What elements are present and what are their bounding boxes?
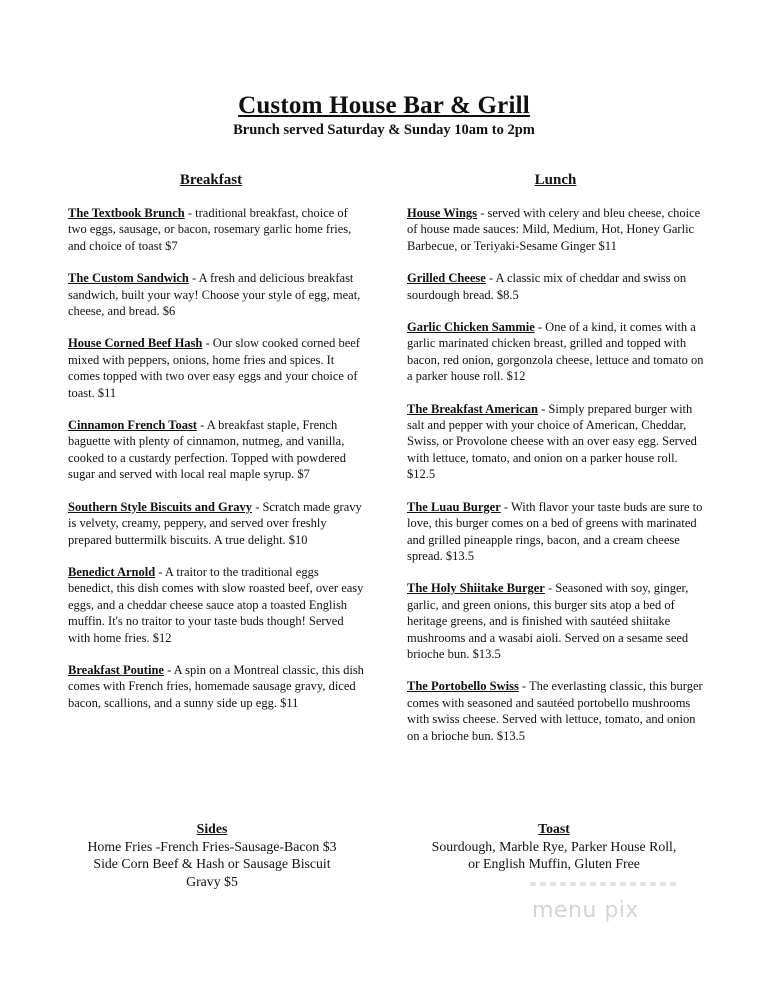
item-description: - The everlasting classic, this burger comes with seasoned and sautéed portobello mushrooms with swiss cheese. Served with lettuce, tomato, and onion on a brioche bun. $13.5 <box>407 679 703 743</box>
item-description: - A fresh and delicious breakfast sandwich, built your way! Choose your style of egg, meat, cheese, and bread. $6 <box>68 271 361 319</box>
sides-section <box>62 820 362 890</box>
sides-line: Home Fries -French Fries-Sausage-Bacon $3 <box>87 838 337 854</box>
item-description: - With flavor your taste buds are sure to love, this burger comes on a bed of greens with marinated and grilled pineapple rings, bacon, and a cream cheese spread. $13.5 <box>407 499 703 563</box>
brunch-hours: Brunch served Saturday & Sunday 10am to 2pm <box>233 122 535 138</box>
item-name: The Textbook Brunch <box>68 206 185 220</box>
item-description: - Seasoned with soy, ginger, garlic, and green onions, this burger sits atop a bed of heritage greens, and is finished with sautéed shiitake mushrooms and a wasabi aioli. Served on a sesame seed brioche bun. $13.5 <box>407 581 689 661</box>
item-name: The Holy Shiitake Burger <box>407 581 545 596</box>
toast-line: Sourdough, Marble Rye, Parker House Roll, <box>431 838 677 854</box>
item-name: Grilled Cheese <box>407 271 486 286</box>
item-name: House Wings <box>407 206 478 220</box>
item-name: Breakfast Poutine <box>68 662 164 677</box>
item-name: House Corned Beef Hash <box>68 336 203 351</box>
menu-item <box>68 499 364 548</box>
item-description: - A classic mix of cheddar and swiss on sourdough bread. $8.5 <box>407 271 687 302</box>
toast-line: or English Muffin, Gluten Free <box>468 856 640 871</box>
menu-item <box>68 270 364 319</box>
menu-item <box>407 270 704 303</box>
item-name: The Luau Burger <box>407 499 501 514</box>
lunch-column <box>407 172 704 760</box>
item-name: The Breakfast American <box>407 401 539 416</box>
menu-item <box>407 580 704 662</box>
item-description: - One of a kind, it comes with a garlic marinated chicken breast, grilled and topped with bacon, red onion, gorgonzola cheese, lettuce and tomato on a parker house roll. $12 <box>407 320 704 384</box>
menu-item <box>68 205 364 254</box>
menu-item <box>407 319 704 385</box>
sides-line: Gravy $5 <box>186 873 238 889</box>
item-description: - A breakfast staple, French baguette with plenty of cinnamon, nutmeg, and vanilla, cooked to a custardy perfection. Topped with powdered sugar and served with local real maple syrup. $7 <box>68 418 346 482</box>
sides-heading: Sides <box>196 821 228 836</box>
item-name: Cinnamon French Toast <box>68 418 197 433</box>
menu-item <box>407 678 704 744</box>
item-name: Benedict Arnold <box>68 564 156 579</box>
toast-heading: Toast <box>538 821 570 836</box>
item-name: Southern Style Biscuits and Gravy <box>68 499 253 514</box>
item-description: - served with celery and bleu cheese, choice of house made sauces: Mild, Medium, Hot, Honey Garlic Barbecue, or Teriyaki-Sesame Ginger $11 <box>407 206 701 253</box>
item-name: The Portobello Swiss <box>407 679 519 694</box>
item-description: - traditional breakfast, choice of two eggs, sausage, or bacon, rosemary garlic home fries, and choice of toast $7 <box>68 206 352 253</box>
lunch-heading: Lunch <box>534 172 577 188</box>
menu-item <box>407 499 704 565</box>
breakfast-heading: Breakfast <box>179 172 243 188</box>
item-description: - Simply prepared burger with salt and pepper with your choice of American, Cheddar, Swiss, or Provolone cheese with an over easy egg. Served with lettuce, tomato, and onion on a parker house roll. $12.5 <box>407 401 697 482</box>
item-name: The Custom Sandwich <box>68 271 189 286</box>
item-description: - A spin on a Montreal classic, this dish comes with French fries, homemade sausage gravy, diced bacon, scallions, and a sunny side up egg. $11 <box>68 662 364 710</box>
menu-item <box>68 564 364 646</box>
item-name: Garlic Chicken Sammie <box>407 320 535 335</box>
item-description: - Scratch made gravy is velvety, creamy, peppery, and served over freshly prepared buttermilk biscuits. A true delight. $10 <box>68 499 362 547</box>
watermark-logo: menu pix <box>532 898 639 923</box>
menu-item <box>68 335 364 401</box>
item-description: - Our slow cooked corned beef mixed with peppers, onions, home fries and spices. It comes topped with two over easy eggs and your choice of toast. $11 <box>68 336 360 400</box>
menu-header <box>0 92 768 139</box>
watermark-decoration <box>530 882 680 886</box>
page-title: Custom House Bar & Grill <box>238 92 530 119</box>
menu-item <box>407 401 704 483</box>
sides-line: Side Corn Beef & Hash or Sausage Biscuit <box>93 856 331 871</box>
menu-item <box>68 417 364 483</box>
breakfast-column <box>68 172 364 727</box>
menu-item <box>68 662 364 711</box>
toast-section <box>405 820 703 873</box>
menu-item <box>407 205 704 254</box>
item-description: - A traitor to the traditional eggs benedict, this dish comes with slow roasted beef, over easy eggs, and a cheddar cheese sauce atop a toasted English muffin. It's no traitor to your taste buds though! Served with home fries. $12 <box>68 564 364 645</box>
